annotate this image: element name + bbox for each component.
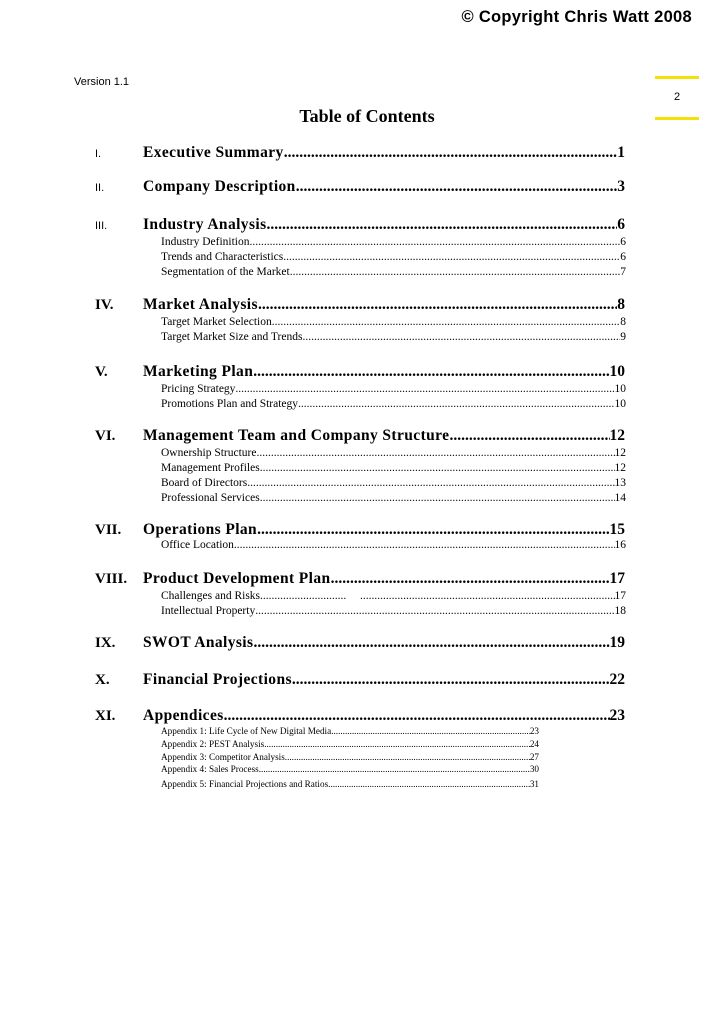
appendix-page: 23 xyxy=(529,726,539,736)
appendix-title: Appendix 4: Sales Process xyxy=(161,764,259,774)
leader-dots xyxy=(253,633,609,653)
toc-section-1 xyxy=(0,143,728,163)
toc-entry-swot[interactable] xyxy=(143,633,625,653)
appendix-page: 27 xyxy=(529,752,539,762)
leader-dots xyxy=(302,330,620,345)
page-number: 2 xyxy=(673,91,681,103)
leader-dots xyxy=(267,215,618,235)
section-title: Market Analysis xyxy=(143,296,258,313)
toc-section-10 xyxy=(0,670,728,690)
leader-dots xyxy=(360,589,614,604)
leader-dots xyxy=(259,763,530,776)
sub-page: 10 xyxy=(614,383,626,395)
leader-dots xyxy=(331,725,530,738)
leader-dots xyxy=(234,538,615,553)
sub-title: Office Location xyxy=(161,539,234,551)
appendix-title: Appendix 2: PEST Analysis xyxy=(161,739,265,749)
toc-entry-marketing-plan[interactable] xyxy=(143,362,625,382)
toc-title: Table of Contents xyxy=(299,106,435,126)
sub-page: 6 xyxy=(620,251,626,263)
sub-page: 14 xyxy=(614,492,626,504)
sub-page: 10 xyxy=(614,398,626,410)
sub-page: 6 xyxy=(620,236,626,248)
version-label: Version 1.1 xyxy=(74,76,130,88)
section-page: 12 xyxy=(609,427,625,444)
sub-title: Intellectual Property xyxy=(161,605,256,617)
leader-dots xyxy=(260,589,346,604)
sub-page: 16 xyxy=(614,539,626,551)
toc-sub-board[interactable] xyxy=(161,476,626,491)
leader-dots xyxy=(260,491,615,506)
leader-dots xyxy=(296,177,618,197)
leader-dots xyxy=(258,295,617,315)
sub-title: Board of Directors xyxy=(161,477,248,489)
section-title: Marketing Plan xyxy=(143,363,254,380)
leader-dots xyxy=(283,250,620,265)
section-title: Product Development Plan xyxy=(143,570,331,587)
section-page: 1 xyxy=(617,144,625,161)
leader-dots xyxy=(284,143,618,163)
leader-dots xyxy=(257,446,615,461)
section-numeral: II. xyxy=(95,182,105,194)
section-page: 23 xyxy=(609,707,625,724)
sub-title: Promotions Plan and Strategy xyxy=(161,398,299,410)
section-numeral: X. xyxy=(95,672,110,688)
sub-title: Ownership Structure xyxy=(161,447,257,459)
toc-sub-target-market-size[interactable] xyxy=(161,330,626,345)
section-numeral: IV. xyxy=(95,297,114,313)
toc-sub-pricing-strategy[interactable] xyxy=(161,382,626,397)
section-numeral: I. xyxy=(95,148,102,160)
section-numeral: III. xyxy=(95,220,108,232)
appendix-page: 31 xyxy=(529,779,539,789)
toc-entry-appendices[interactable] xyxy=(143,706,625,726)
toc-section-4 xyxy=(0,295,728,343)
section-title: Executive Summary xyxy=(143,144,284,161)
leader-dots xyxy=(253,362,609,382)
leader-dots xyxy=(235,382,614,397)
sub-title: Target Market Size and Trends xyxy=(161,331,303,343)
leader-dots xyxy=(449,426,609,446)
leader-dots xyxy=(224,706,610,726)
sub-title: Industry Definition xyxy=(161,236,250,248)
appendix-title: Appendix 5: Financial Projections and Ratios xyxy=(161,779,329,789)
toc-entry-executive-summary[interactable] xyxy=(143,143,625,163)
leader-dots xyxy=(247,476,614,491)
section-numeral: VI. xyxy=(95,428,116,444)
section-numeral: IX. xyxy=(95,635,116,651)
section-page: 15 xyxy=(609,521,625,538)
leader-dots xyxy=(255,604,614,619)
toc-section-2 xyxy=(0,177,728,197)
leader-dots xyxy=(292,670,610,690)
section-page: 17 xyxy=(609,570,625,587)
leader-dots xyxy=(272,315,621,330)
section-numeral: XI. xyxy=(95,708,116,724)
toc-entry-company-description[interactable] xyxy=(143,177,625,197)
sub-page: 12 xyxy=(614,462,626,474)
appendix-page: 30 xyxy=(529,764,539,774)
section-page: 8 xyxy=(617,296,625,313)
sub-title: Pricing Strategy xyxy=(161,383,236,395)
toc-sub-challenges[interactable] xyxy=(161,589,626,604)
section-title: Operations Plan xyxy=(143,521,258,538)
section-title: Industry Analysis xyxy=(143,216,267,233)
toc-entry-industry-analysis[interactable] xyxy=(143,215,625,235)
copyright-notice: © Copyright Chris Watt 2008 xyxy=(461,8,692,26)
section-numeral: VIII. xyxy=(95,571,128,587)
section-title: Appendices xyxy=(143,707,224,724)
sub-page: 9 xyxy=(620,331,626,343)
toc-entry-market-analysis[interactable] xyxy=(143,295,625,315)
sub-page: 7 xyxy=(620,266,626,278)
section-title: Management Team and Company Structure xyxy=(143,427,450,444)
toc-section-11 xyxy=(0,706,728,789)
appendix-title: Appendix 1: Life Cycle of New Digital Media xyxy=(161,726,332,736)
sub-page: 18 xyxy=(614,605,626,617)
toc-entry-product-development[interactable] xyxy=(143,569,625,589)
toc-section-8 xyxy=(0,569,728,617)
leader-dots xyxy=(290,265,621,280)
toc-sub-intellectual-property[interactable] xyxy=(161,604,626,619)
leader-dots xyxy=(264,738,530,751)
toc-sub-ownership[interactable] xyxy=(161,446,626,461)
toc-appendix-5[interactable] xyxy=(161,778,539,791)
sub-page: 13 xyxy=(614,477,626,489)
section-page: 10 xyxy=(609,363,625,380)
leader-dots xyxy=(331,569,610,589)
section-page: 22 xyxy=(609,671,625,688)
toc-sub-management-profiles[interactable] xyxy=(161,461,626,476)
toc-appendix-3[interactable] xyxy=(161,751,539,764)
leader-dots xyxy=(298,397,614,412)
appendix-title: Appendix 3: Competitor Analysis xyxy=(161,752,285,762)
sub-title: Professional Services xyxy=(161,492,260,504)
toc-sub-promotions-plan[interactable] xyxy=(161,397,626,412)
section-title: Company Description xyxy=(143,178,296,195)
leader-dots xyxy=(257,520,609,540)
toc-section-3 xyxy=(0,215,728,278)
toc-section-7 xyxy=(0,520,728,551)
toc-section-5 xyxy=(0,362,728,410)
toc-sub-target-market-selection[interactable] xyxy=(161,315,626,330)
leader-dots xyxy=(328,778,530,791)
section-numeral: V. xyxy=(95,364,108,380)
sub-title: Segmentation of the Market xyxy=(161,266,290,278)
toc-sub-professional-services[interactable] xyxy=(161,491,626,506)
toc-appendix-2[interactable] xyxy=(161,738,539,751)
toc-appendix-4[interactable] xyxy=(161,763,539,776)
sub-title: Challenges and Risks xyxy=(161,590,261,602)
appendix-page: 24 xyxy=(529,739,539,749)
sub-title: Management Profiles xyxy=(161,462,260,474)
leader-dots xyxy=(285,751,530,764)
sub-page: 8 xyxy=(620,316,626,328)
sub-page: 12 xyxy=(614,447,626,459)
toc-section-6 xyxy=(0,426,728,504)
leader-dots xyxy=(260,461,615,476)
toc-sub-trends[interactable] xyxy=(161,250,626,265)
toc-entry-operations-plan[interactable] xyxy=(143,520,625,540)
section-page: 3 xyxy=(617,178,625,195)
toc-appendix-1[interactable] xyxy=(161,725,539,738)
section-title: SWOT Analysis xyxy=(143,634,254,651)
toc-sub-office-location[interactable] xyxy=(161,538,626,553)
leader-dots xyxy=(249,235,620,250)
section-page: 6 xyxy=(617,216,625,233)
toc-section-9 xyxy=(0,633,728,653)
section-title: Financial Projections xyxy=(143,671,292,688)
sub-page: 17 xyxy=(614,590,626,602)
section-page: 19 xyxy=(609,634,625,651)
toc-entry-management-team[interactable] xyxy=(143,426,625,446)
toc-sub-industry-definition[interactable] xyxy=(161,235,626,250)
toc-entry-financial-projections[interactable] xyxy=(143,670,625,690)
sub-title: Trends and Characteristics xyxy=(161,251,284,263)
toc-sub-segmentation[interactable] xyxy=(161,265,626,280)
sub-title: Target Market Selection xyxy=(161,316,272,328)
section-numeral: VII. xyxy=(95,522,122,538)
accent-line-top xyxy=(655,76,699,79)
